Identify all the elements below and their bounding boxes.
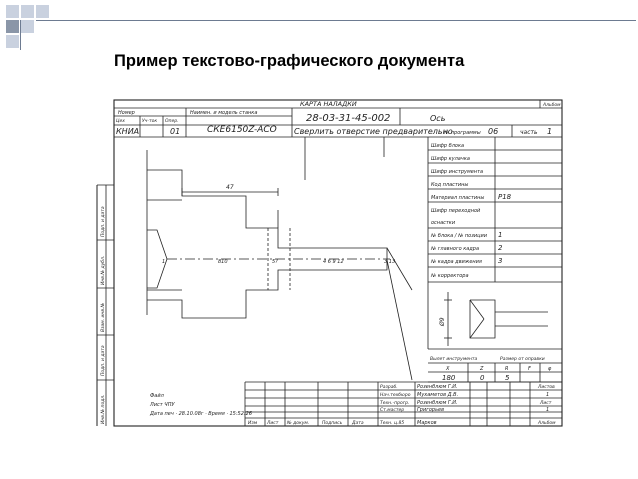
value-z: 0 (480, 374, 485, 382)
point-5: 3,13 (384, 259, 396, 265)
operation-text: Сверлить отверстие предварительно (294, 127, 453, 136)
part-name: Ось (430, 114, 446, 123)
model-label: Наимен. и модель станка (190, 110, 258, 116)
header-phi: φ (548, 366, 552, 372)
param-label: Материал пластины (431, 195, 485, 201)
tb-name: Марков (417, 420, 437, 426)
part-value: 1 (547, 127, 553, 136)
tb-name: Григорьев (417, 407, 445, 413)
value-x: 180 (442, 374, 456, 382)
tb-role: Техн.-прогр. (380, 401, 410, 406)
stamp-label: Подп. и дата (101, 206, 106, 237)
point-1: 1 (162, 259, 166, 265)
tb-right-value: 1 (546, 392, 550, 398)
tb-role: Ст.мастер (380, 408, 405, 413)
point-3: 5? (272, 259, 278, 265)
dim-diameter: Ø9 (439, 317, 446, 326)
sheet-tag: Альбом (543, 103, 561, 108)
stamp-label: Инв.№ дубл. (101, 255, 106, 285)
param-value: 3 (498, 257, 503, 265)
oper-value: 01 (170, 127, 181, 136)
oprav-label: Размер от оправки (500, 357, 545, 362)
tb-header: Дата (352, 421, 364, 426)
card-title: КАРТА НАЛАДКИ (300, 100, 357, 108)
tb-role: Техн. ц.85 (380, 421, 405, 426)
tb-role: Нач.техбюро (380, 393, 411, 398)
param-label: Шифр кулачка (431, 156, 470, 162)
oper-label: Опер. (165, 119, 179, 124)
vylet-label: Вылет инструмента (430, 357, 478, 362)
stamp-label: Взам. инв.№ (101, 302, 106, 332)
tb-name: Розенблюм Г.И. (417, 400, 458, 406)
param-label: Шифр блока (431, 143, 465, 149)
tb-right-label: Лист (540, 401, 552, 406)
param-value: 2 (498, 244, 503, 252)
uch-label: Уч-ток (142, 119, 158, 124)
point-2: 810 (218, 259, 228, 265)
tb-header: Подпись (322, 421, 343, 426)
tb-name: Розенблюм Г.И. (417, 384, 458, 390)
cekh-value: КНИА (116, 127, 140, 136)
slide-title: Пример текстово-графического документа (114, 52, 465, 70)
cekh-label: Цех (116, 119, 125, 124)
param-label: оснастки (431, 220, 456, 226)
tb-right-label: Альбом (538, 421, 556, 426)
program-value: 06 (488, 127, 499, 136)
param-label: № корректора (431, 273, 469, 279)
param-label: Код пластины (431, 182, 469, 188)
header-r: R (505, 366, 509, 372)
tb-header: № докум. (287, 421, 310, 426)
value-r: 5 (505, 374, 510, 382)
header-z: Z (480, 366, 484, 372)
param-label: Шифр переходной (431, 208, 481, 214)
stamp-label: Инв.№ подл. (101, 394, 106, 424)
tb-right-value: 1 (546, 407, 550, 413)
param-label: № блока / № позиции (431, 233, 488, 239)
tb-name: Мухаметов Д.В. (417, 392, 459, 398)
part-label: часть (520, 129, 538, 136)
param-value: 1 (498, 231, 503, 239)
model-value: СКЕ6150Z-АСО (207, 125, 277, 135)
file-line-3: Дата печ · 28.10.08г · Время · 15:52:26 (150, 411, 252, 417)
header-f: F (528, 366, 531, 372)
tb-header: Лист (267, 421, 279, 426)
nomer-label: Номер (118, 110, 135, 116)
dim-length: 47 (226, 184, 234, 191)
header-x: X (446, 366, 450, 372)
point-4: 4 6 9 12 (323, 259, 344, 265)
program-label: № программы (444, 130, 481, 136)
tb-right-label: Листов (538, 385, 555, 390)
param-label: № главного кадра (431, 246, 480, 252)
doc-number: 28-03-31-45-002 (306, 113, 391, 124)
param-label: Шифр инструмента (431, 169, 484, 175)
tb-header: Изм (248, 421, 258, 426)
file-line-1: Файл (150, 393, 164, 399)
param-value: Р18 (498, 193, 512, 201)
stamp-label: Подп. и дата (101, 345, 106, 376)
file-line-2: Лист ЧПУ (150, 402, 175, 408)
param-label: № кадра движения (431, 259, 482, 265)
tb-role: Разраб. (380, 385, 398, 390)
